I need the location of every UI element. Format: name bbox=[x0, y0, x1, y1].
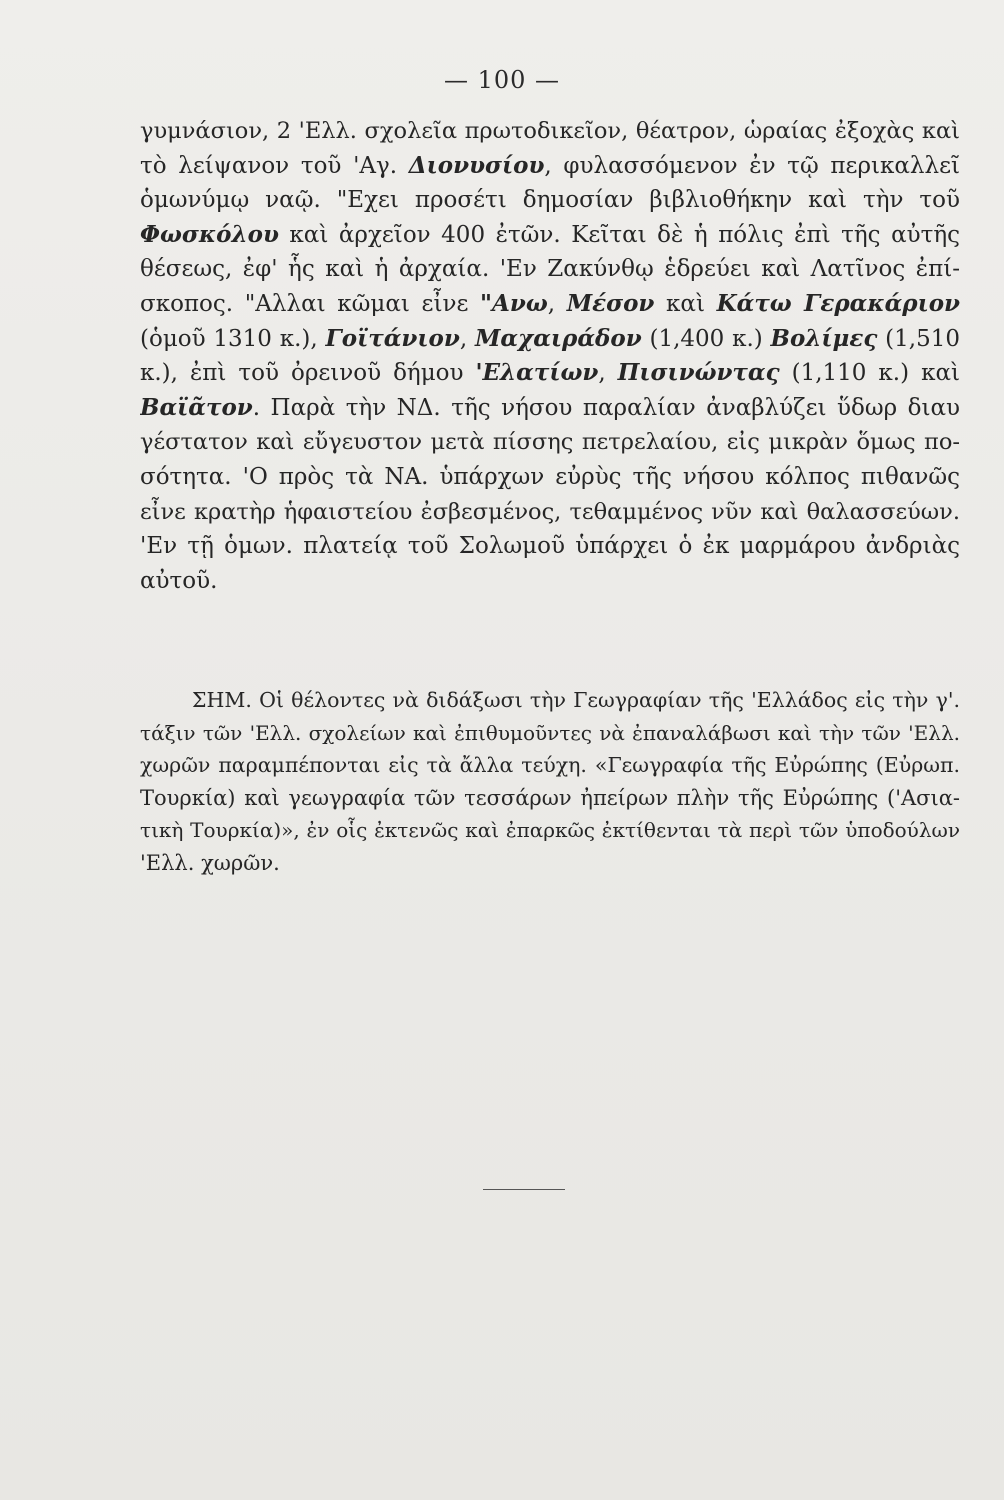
italic-name: Γοϊτάνιον bbox=[325, 324, 460, 352]
section-separator bbox=[483, 1189, 565, 1190]
text-line bbox=[140, 149, 960, 184]
text-run: καὶ bbox=[654, 290, 717, 317]
text-line bbox=[140, 356, 960, 391]
text-run: , φυλασσόμενον ἐν τῷ περικαλλεῖ bbox=[544, 152, 960, 179]
text-run: . Παρὰ τὴν ΝΔ. τῆς νήσου παραλίαν ἀναβλύζει ὕδωρ διαυ bbox=[252, 394, 960, 421]
footnote bbox=[140, 684, 960, 879]
italic-name: Κάτω Γερακάριον bbox=[716, 289, 960, 317]
text-run: (1,400 κ.) bbox=[641, 325, 771, 352]
text-line: εἶνε κρατὴρ ἡφαιστείου ἐσβεσμένος, τεθαμμένος νῦν καὶ θαλασσεύων. bbox=[140, 498, 960, 525]
text-line: σότητα. 'Ο πρὸς τὰ ΝΑ. ὑπάρχων εὐρὺς τῆς νήσου κόλπος πιθανῶς bbox=[140, 463, 960, 490]
text-line: 'Εν τῇ ὁμων. πλατείᾳ τοῦ Σολωμοῦ ὑπάρχει ὁ ἐκ μαρμάρου ἀνδριὰς bbox=[140, 533, 960, 560]
italic-name: Μέσον bbox=[566, 289, 655, 317]
note-line: 'Ελλ. χωρῶν. bbox=[140, 850, 280, 875]
text-line: ὁμωνύμῳ ναῷ. "Εχει προσέτι δημοσίαν βιβλιοθήκην καὶ τὴν τοῦ bbox=[140, 187, 960, 214]
note-line: ΣΗΜ. Οἱ θέλοντες νὰ διδάξωσι τὴν Γεωγραφίαν τῆς 'Ελλάδος εἰς τὴν γ'. bbox=[192, 688, 960, 712]
italic-name: "Ανω bbox=[480, 289, 548, 317]
text-run: τὸ λείψανον τοῦ 'Αγ. bbox=[140, 152, 409, 179]
text-line bbox=[140, 391, 960, 426]
text-line bbox=[140, 322, 960, 357]
italic-name: 'Ελατίων bbox=[475, 359, 599, 387]
text-run: καὶ ἀρχεῖον 400 ἐτῶν. Κεῖται δὲ ἡ πόλις ἐπὶ τῆς αὐτῆς bbox=[278, 221, 960, 248]
text-run: (1,510 bbox=[877, 325, 960, 352]
note-line: τάξιν τῶν 'Ελλ. σχολείων καὶ ἐπιθυμοῦντες νὰ ἐπαναλάβωσι καὶ τὴν τῶν 'Ελλ. bbox=[140, 720, 960, 745]
italic-name: Βαϊᾶτον bbox=[140, 393, 253, 421]
italic-name: Βολίμες bbox=[770, 324, 878, 352]
text-run: , bbox=[547, 290, 567, 317]
body-text bbox=[140, 114, 960, 598]
italic-name: Φωσκόλου bbox=[140, 220, 279, 248]
note-line: χωρῶν παραμπέπονται εἰς τὰ ἄλλα τεύχη. «Γεωγραφία τῆς Εὐρώπης (Εὐρωπ. bbox=[140, 753, 960, 777]
note-line: Τουρκία) καὶ γεωγραφία τῶν τεσσάρων ἠπείρων πλὴν τῆς Εὐρώπης ('Ασια- bbox=[140, 785, 960, 810]
text-run: , bbox=[459, 325, 475, 352]
text-run: , bbox=[598, 360, 618, 387]
text-line: γυμνάσιον, 2 'Ελλ. σχολεῖα πρωτοδικεῖον, θέατρον, ὡραίας ἐξοχὰς καὶ bbox=[140, 118, 960, 144]
text-line: αὐτοῦ. bbox=[140, 567, 218, 594]
note-line: τικὴ Τουρκία)», ἐν οἷς ἐκτενῶς καὶ ἐπαρκῶς ἐκτίθενται τὰ περὶ τῶν ὑποδούλων bbox=[140, 818, 960, 842]
text-run: κ.), ἐπὶ τοῦ ὀρεινοῦ δήμου bbox=[140, 360, 476, 387]
text-line bbox=[140, 287, 960, 322]
text-line bbox=[140, 218, 960, 253]
text-run: σκοπος. "Αλλαι κῶμαι εἶνε bbox=[140, 290, 481, 317]
text-line: θέσεως, ἐφ' ἧς καὶ ἡ ἀρχαία. 'Εν Ζακύνθῳ ἑδρεύει καὶ Λατῖνος ἐπί- bbox=[140, 256, 960, 283]
text-run: (ὁμοῦ 1310 κ.), bbox=[140, 325, 326, 352]
text-run: (1,110 κ.) καὶ bbox=[779, 360, 960, 387]
italic-name: Μαχαιράδον bbox=[474, 324, 642, 352]
italic-name: Διονυσίου bbox=[408, 151, 545, 179]
text-line: γέστατον καὶ εὔγευστον μετὰ πίσσης πετρελαίου, εἰς μικρὰν ὅμως πο- bbox=[140, 429, 960, 456]
italic-name: Πισινώντας bbox=[617, 359, 780, 387]
page-number: — 100 — bbox=[443, 66, 561, 94]
